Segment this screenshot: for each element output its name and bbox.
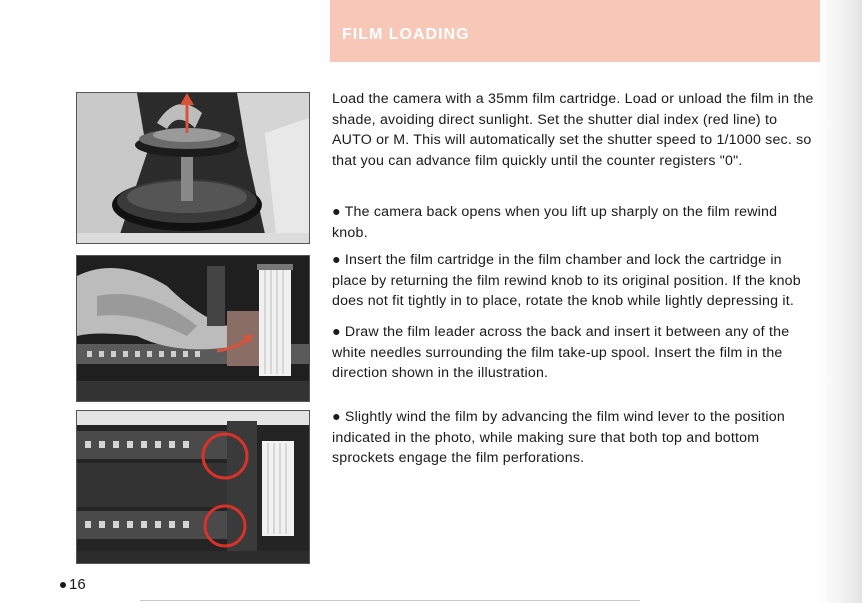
page-edge-line <box>140 600 640 601</box>
page-binding-shadow <box>820 0 862 603</box>
rewind-knob-illustration <box>77 93 309 243</box>
bullet-insert-cartridge: ● Insert the film cartridge in the film chamber and lock the cartridge in place by returning the film rewind knob to its original position. If the knob does not fit tightly in to place, rotate the knob while lightly depressing it. <box>332 252 801 309</box>
bullet-wind-film: ● Slightly wind the film by advancing the film wind lever to the position indicated in the photo, while making sure that both top and bottom sprockets engage the film perforations. <box>332 409 785 466</box>
sprocket-illustration <box>77 411 309 563</box>
bullet-open-back: ● The camera back opens when you lift up sharply on the film rewind knob. <box>332 204 778 241</box>
photo-rewind-knob <box>76 92 310 244</box>
intro-paragraph: Load the camera with a 35mm film cartridge. Load or unload the film in the shade, avoiding direct sunlight. Set the shutter dial index (red line) to AUTO or M. This will automatically set the shutter speed to 1/1000 sec. so that you can advance film quickly until the counter registers "0". <box>332 91 814 169</box>
page-number-value: 16 <box>69 576 86 593</box>
photo-film-take-up-spool <box>76 255 310 402</box>
section-title: FILM LOADING <box>342 26 470 43</box>
photo-sprocket-engagement <box>76 410 310 564</box>
section-header-band <box>330 0 820 62</box>
page-number <box>60 576 86 593</box>
bullet-draw-leader: ● Draw the film leader across the back and insert it between any of the white needles surrounding the film take-up spool. Insert the film in the direction shown in the illustration. <box>332 324 790 381</box>
page-number-bullet <box>60 582 66 588</box>
take-up-spool-illustration <box>77 256 309 401</box>
